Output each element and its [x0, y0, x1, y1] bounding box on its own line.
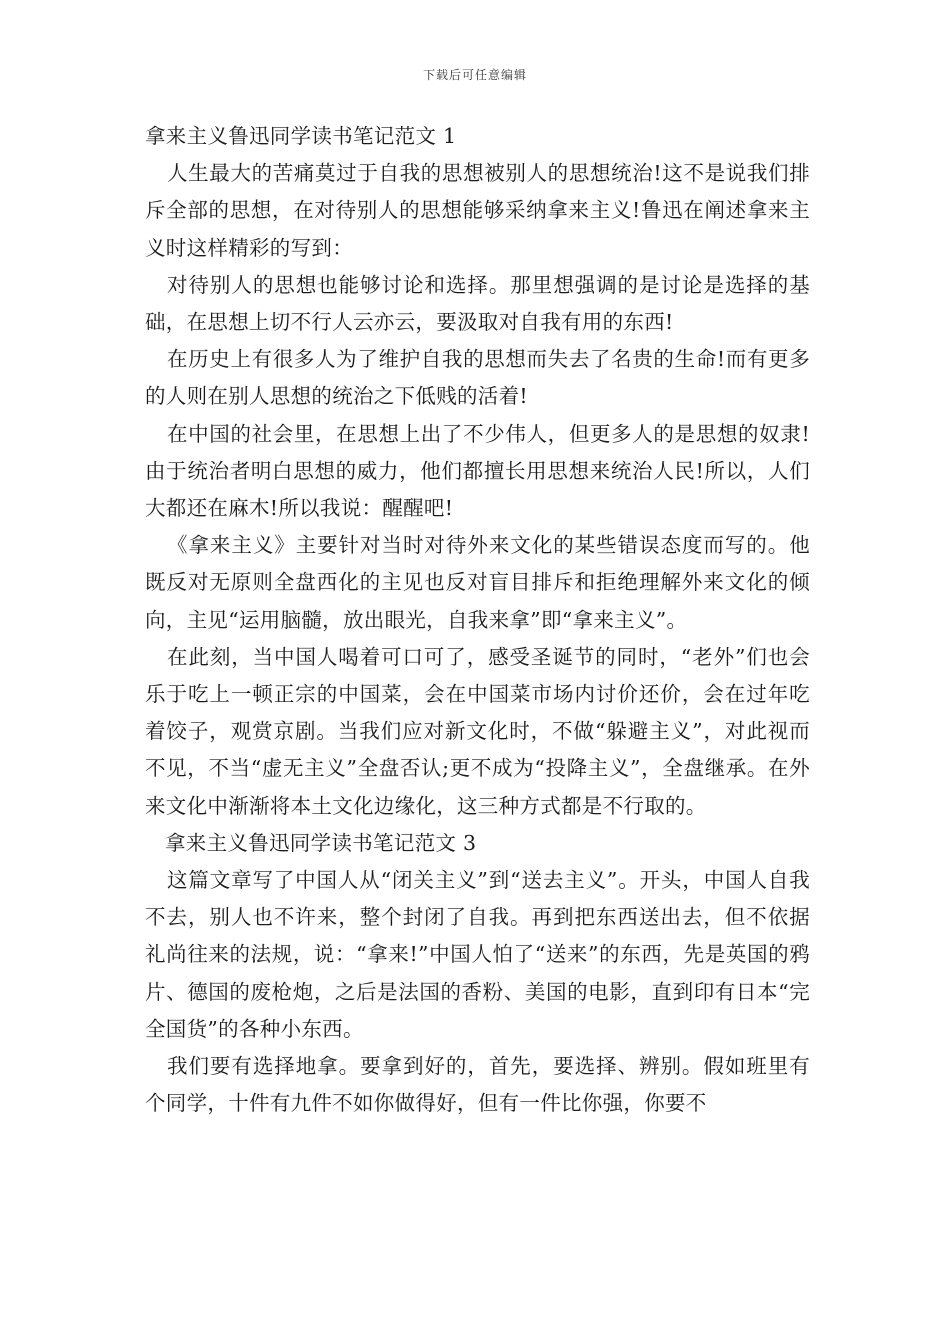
- paragraph: 《拿来主义》主要针对当时对待外来文化的某些错误态度而写的。他既反对无原则全盘西化的主见也反对盲目排斥和拒绝理解外来文化的倾向，主见“运用脑髓，放出眼光，自我来拿”即“拿来主义”。: [145, 533, 810, 632]
- paragraph: 我们要有选择地拿。要拿到好的，首先，要选择、辨别。假如班里有个同学，十件有九件不如你做得好，但有一件比你强，你要不: [145, 1054, 810, 1116]
- header-note: 下载后可任意编辑: [422, 68, 527, 82]
- paragraph: 对待别人的思想也能够讨论和选择。那里想强调的是讨论是选择的基础，在思想上切不行人云亦云，要汲取对自我有用的东西!: [145, 272, 810, 335]
- section-title-1: 拿来主义鲁迅同学读书笔记范文 1: [145, 124, 457, 148]
- paragraph: 在中国的社会里，在思想上出了不少伟人，但更多人的是思想的奴隶!由于统治者明白思想的威力，他们都擅长用思想来统治人民!所以，人们大都还在麻木!所以我说：醒醒吧!: [145, 421, 810, 521]
- paragraph: 在历史上有很多人为了维护自我的思想而失去了名贵的生命!而有更多的人则在别人思想的统治之下低贱的活着!: [145, 347, 810, 409]
- paragraph: 在此刻，当中国人喝着可口可了，感受圣诞节的同时，“老外”们也会乐于吃上一顿正宗的中国菜，会在中国菜市场内讨价还价，会在过年吃着饺子，观赏京剧。当我们应对新文化时，不做“躲避主义”，对此视而不见，不当“虚无主义”全盘否认;更不成为“投降主义”，全盘继承。在外来文化中渐渐将本土文化边缘化，这三种方式都是不行取的。: [145, 644, 810, 818]
- paragraph: 这篇文章写了中国人从“闭关主义”到“送去主义”。开头，中国人自我不去，别人也不许来，整个封闭了自我。再到把东西送出去，但不依据礼尚往来的法规，说：“拿来!”中国人怕了“送来”的东西，先是英国的鸦片、德国的废枪炮，之后是法国的香粉、美国的电影，直到印有日本“完全国货”的各种小东西。: [145, 868, 810, 1041]
- article-body: [145, 118, 810, 1122]
- paragraph: 人生最大的苦痛莫过于自我的思想被别人的思想统治!这不是说我们排斥全部的思想，在对待别人的思想能够采纳拿来主义!鲁迅在阐述拿来主义时这样精彩的写到：: [145, 161, 810, 260]
- section-title-3: 拿来主义鲁迅同学读书笔记范文 3: [165, 830, 477, 855]
